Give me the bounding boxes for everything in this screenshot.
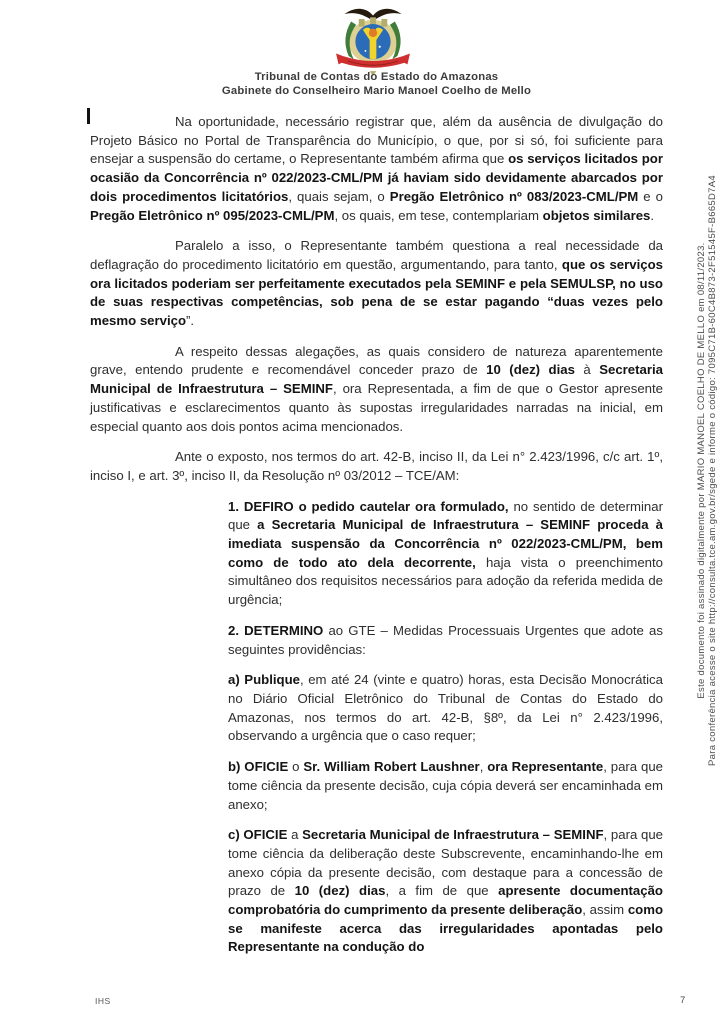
amazonas-coat-of-arms-icon: [331, 2, 415, 78]
crest-tower: [381, 19, 387, 27]
crest-star: [365, 50, 367, 52]
paragraph: a) Publique, em até 24 (vinte e quatro) horas, esta Decisão Monocrática no Diário Oficial Eletrônico do Tribunal de Contas do Estado do Amazonas, nos termos do art. 42-B, §8º, da Lei n° 2.423/1996, observando a urgência que o caso requer;: [228, 672, 663, 744]
document-body: [90, 113, 663, 969]
signature-line-2: Para conferência acesse o site http://consulta.tce.am.gov.br/sgede e informe o código: 7095C71B-60C4B873-2F51545F-B665D7A4: [706, 175, 718, 766]
crest-banner-tail-left: [336, 53, 343, 64]
paragraph: c) OFICIE a Secretaria Municipal de Infraestrutura – SEMINF, para que tome ciência da deliberação deste Subscrevente, encaminhando-lhe em anexo cópia da presente decisão, com destaque para a concessão de prazo de 10 (dez) dias, a fim de que apresente documentação comprobatória do cumprimento da presente deliberação, assim como se manifeste acerca das irregularidades apontadas pelo Representante na condução do: [228, 827, 663, 955]
crest-sun: [369, 29, 377, 37]
crest-tower: [370, 17, 376, 25]
paragraph: A respeito dessas alegações, as quais considero de natureza aparentemente grave, entendo prudente e recomendável conceder prazo de 10 (dez) dias à Secretaria Municipal de Infraestrutura – SEMINF, ora Representada, a fim de que o Gestor apresente justificativas e esclarecimentos quanto às supostas irregularidades narradas na inicial, em especial quanto aos dois pontos acima mencionados.: [90, 343, 664, 434]
paragraph: 2. DETERMINO ao GTE – Medidas Processuais Urgentes que adote as seguintes providências:: [228, 622, 663, 657]
paragraph: b) OFICIE o Sr. William Robert Laushner, ora Representante, para que tome ciência da presente decisão, cuja cópia deverá ser encaminhada em anexo;: [228, 759, 664, 812]
letterhead: [90, 71, 663, 98]
paragraph: 1. DEFIRO o pedido cautelar ora formulado, no sentido de determinar que a Secretaria Municipal de Infraestrutura – SEMINF proceda à imediata suspensão da Concorrência nº 022/2023-CML/PM, bem como de todo ato dela decorrente, haja vista o preenchimento simultâneo dos requisitos necessários para adoção da referida medida de urgência;: [228, 498, 663, 608]
paragraph: Ante o exposto, nos termos do art. 42-B, inciso II, da Lei n° 2.423/1996, c/c art. 1º, inciso I, e art. 3º, inciso II, da Resolução nº 03/2012 – TCE/AM:: [90, 449, 663, 483]
footer-initials: IHS: [95, 996, 111, 1006]
paragraph: Paralelo a isso, o Representante também questiona a real necessidade da deflagração do procedimento licitatório em questão, argumentando, para tanto, que os serviços ora licitados poderiam ser perfeitamente executados pela SEMINF e pela SEMULSP, no uso de suas respectivas competências, sob pena de se estar pagando “duas vezes pelo mesmo serviço”.: [90, 238, 663, 329]
page-number: 7: [680, 995, 686, 1006]
signature-line-1: Este documento foi assinado digitalmente por MARIO MANOEL COELHO DE MELLO em 08/11/2023.: [696, 242, 707, 699]
crest-tower: [359, 19, 365, 27]
digital-signature-strip: [697, 100, 719, 841]
crest-star: [379, 46, 381, 48]
paragraph: Na oportunidade, necessário registrar que, além da ausência de divulgação do Projeto Básico no Portal de Transparência do Município, o que, por si só, foi suficiente para ensejar a suspensão do certame, o Representante também afirma que os serviços licitados por ocasião da Concorrência nº 022/2023-CML/PM já haviam sido devidamente abarcados por dois procedimentos licitatórios, quais sejam, o Pregão Eletrônico nº 083/2023-CML/PM e o Pregão Eletrônico nº 095/2023-CML/PM, os quais, em tese, contemplariam objetos similares.: [90, 114, 663, 223]
org-office: Gabinete do Conselheiro Mario Manoel Coelho de Mello: [221, 84, 532, 97]
org-name: Tribunal de Contas do Estado do Amazonas: [254, 71, 499, 83]
crest-banner-tail-right: [403, 53, 410, 64]
